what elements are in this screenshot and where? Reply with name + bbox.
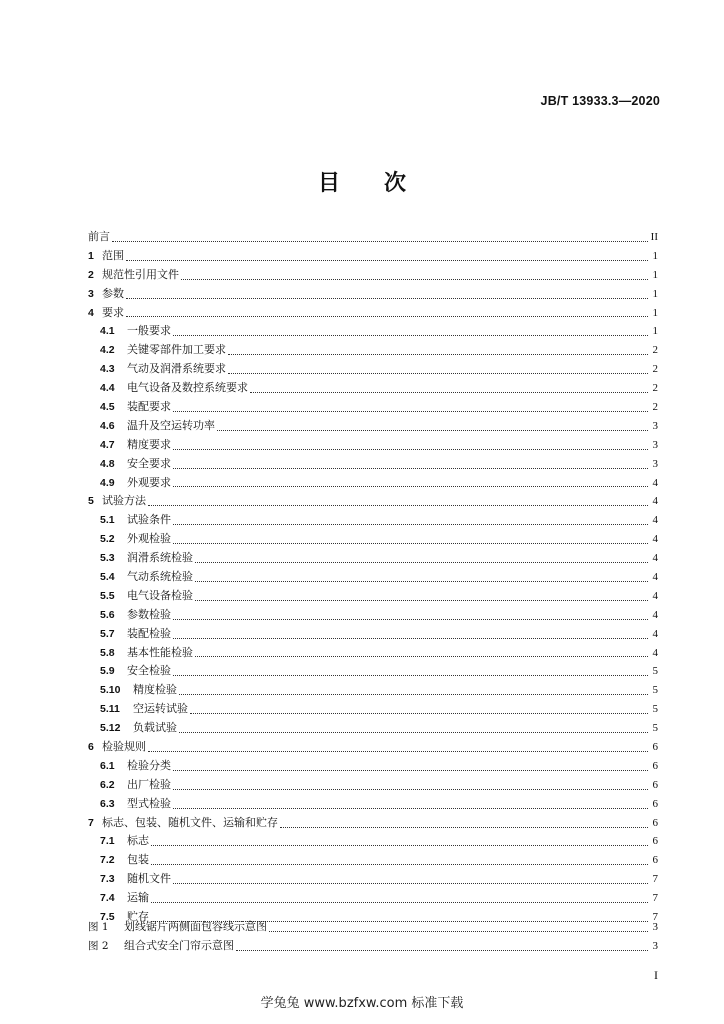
- toc-entry-title: [100, 851, 149, 870]
- toc-entry-page: 6: [652, 759, 658, 772]
- toc-entry-number: 7: [88, 816, 94, 829]
- toc-entry-text: 关键零部件加工要求: [127, 343, 226, 357]
- toc-entry[interactable]: [88, 870, 658, 889]
- toc-entry-text: 参数: [102, 286, 124, 300]
- toc-entry-text: 外观检验: [127, 532, 171, 546]
- toc-entry-page: 4: [652, 646, 658, 659]
- toc-entry[interactable]: [88, 455, 658, 474]
- toc-entry-number: 4.4: [100, 382, 115, 395]
- toc-entry-number: 1: [88, 249, 94, 262]
- toc-entry-title: [100, 568, 193, 587]
- toc-entry-title: [100, 587, 193, 606]
- toc-entry-title: [100, 644, 193, 663]
- leader-dots: [173, 770, 648, 771]
- toc-entry-page: 4: [652, 552, 658, 565]
- toc-entry-title: [100, 700, 188, 719]
- toc-entry-text: 参数检验: [127, 607, 171, 621]
- toc-entry-title: [88, 492, 146, 511]
- toc-entry-page: 6: [652, 778, 658, 791]
- leader-dots: [195, 581, 648, 582]
- leader-dots: [151, 845, 648, 846]
- toc-entry-page: 4: [652, 476, 658, 489]
- toc-entry-text: 精度要求: [127, 437, 171, 451]
- leader-dots: [190, 713, 648, 714]
- toc-entry-number: 5.9: [100, 665, 115, 678]
- toc-entry-text: 划线锯片两侧面包容线示意图: [124, 919, 267, 933]
- toc-entry-number: 7.3: [100, 873, 115, 886]
- toc-entry[interactable]: [88, 474, 658, 493]
- leader-dots: [173, 468, 648, 469]
- toc-entry[interactable]: [88, 266, 658, 285]
- footer-watermark: 学兔兔 www.bzfxw.com 标准下载: [260, 996, 464, 1011]
- toc-entry-text: 温升及空运转功率: [127, 418, 215, 432]
- toc-entry[interactable]: [88, 606, 658, 625]
- toc-entry-text: 装配检验: [127, 626, 171, 640]
- toc-entry-number: 2: [88, 268, 94, 281]
- toc-entry-title: [100, 322, 171, 341]
- toc-entry-number: 7.5: [100, 911, 115, 924]
- leader-dots: [195, 656, 648, 657]
- toc-entry-number: 4.7: [100, 438, 115, 451]
- toc-entry-page: 1: [652, 268, 658, 281]
- toc-entry-title: [100, 625, 171, 644]
- toc-entry[interactable]: [88, 757, 658, 776]
- toc-entry-page: 3: [652, 920, 658, 933]
- toc-entry-number: 6: [88, 741, 94, 754]
- toc-entry-number: 图 1: [88, 920, 109, 933]
- figure-list: [88, 918, 658, 956]
- toc-entry-number: 4.2: [100, 344, 115, 357]
- toc-entry[interactable]: [88, 285, 658, 304]
- toc-entry[interactable]: [88, 492, 658, 511]
- toc-entry-text: 基本性能检验: [127, 645, 193, 659]
- toc-entry-page: 5: [652, 684, 658, 697]
- toc-entry-page: 1: [652, 306, 658, 319]
- toc-entry-title: [100, 606, 171, 625]
- toc-entry-number: 5.8: [100, 646, 115, 659]
- title-char-2: 次: [384, 171, 407, 196]
- toc-entry-title: [100, 341, 226, 360]
- toc-entry[interactable]: [88, 814, 658, 833]
- toc-entry-number: 7.1: [100, 835, 115, 848]
- toc-entry-text: 气动系统检验: [127, 570, 193, 584]
- toc-entry[interactable]: [88, 247, 658, 266]
- toc-entry[interactable]: [88, 587, 658, 606]
- toc-entry-number: 5.12: [100, 722, 121, 735]
- toc-entry-title: [100, 530, 171, 549]
- toc-entry-page: 4: [652, 514, 658, 527]
- leader-dots: [148, 751, 648, 752]
- toc-entry[interactable]: [88, 795, 658, 814]
- toc-entry-page: 4: [652, 571, 658, 584]
- toc-entry-number: 5.5: [100, 589, 115, 602]
- toc-entry[interactable]: [88, 918, 658, 937]
- toc-entry-text: 包装: [127, 853, 149, 867]
- toc-entry-number: 3: [88, 287, 94, 300]
- toc-entry-page: 3: [652, 419, 658, 432]
- toc-entry-page: 3: [652, 438, 658, 451]
- toc-entry-number: 5.2: [100, 533, 115, 546]
- toc-entry[interactable]: [88, 436, 658, 455]
- leader-dots: [173, 619, 648, 620]
- toc-entry-number: 5.7: [100, 627, 115, 640]
- toc-entry-page: 6: [652, 741, 658, 754]
- leader-dots: [280, 827, 648, 828]
- toc-entry[interactable]: [88, 833, 658, 852]
- toc-entry-number: 6.1: [100, 759, 115, 772]
- toc-entry-title: [100, 662, 171, 681]
- toc-entry-page: 4: [652, 608, 658, 621]
- toc-entry[interactable]: [88, 719, 658, 738]
- toc-entry-title: [100, 795, 171, 814]
- toc-entry[interactable]: [88, 700, 658, 719]
- toc-entry-number: 4.3: [100, 363, 115, 376]
- toc-entry-page: 4: [652, 495, 658, 508]
- toc-entry-title: [100, 455, 171, 474]
- toc-entry-title: [100, 360, 226, 379]
- toc-entry-text: 前言: [88, 229, 110, 243]
- leader-dots: [173, 789, 648, 790]
- toc-entry-title: [100, 870, 171, 889]
- toc-entry-page: 5: [652, 665, 658, 678]
- leader-dots: [195, 562, 648, 563]
- toc-entry[interactable]: [88, 681, 658, 700]
- toc-entry-number: 6.3: [100, 797, 115, 810]
- leader-dots: [148, 505, 648, 506]
- toc-entry-number: 5.6: [100, 608, 115, 621]
- toc-entry-page: 7: [652, 892, 658, 905]
- toc-entry[interactable]: [88, 417, 658, 436]
- toc-entry-page: 1: [652, 287, 658, 300]
- toc-entry-page: 3: [652, 457, 658, 470]
- toc-entry-text: 检验规则: [102, 740, 146, 754]
- leader-dots: [250, 392, 648, 393]
- leader-dots: [126, 316, 648, 317]
- page-number: I: [654, 968, 658, 982]
- leader-dots: [236, 950, 648, 951]
- leader-dots: [173, 883, 648, 884]
- toc-entry-page: 4: [652, 589, 658, 602]
- toc-entry-text: 安全要求: [127, 456, 171, 470]
- toc-entry-title: [88, 814, 278, 833]
- toc-entry-text: 要求: [102, 305, 124, 319]
- toc-entry-page: 2: [652, 382, 658, 395]
- toc-entry-text: 型式检验: [127, 796, 171, 810]
- toc-entry-number: 7.4: [100, 892, 115, 905]
- toc-entry-text: 一般要求: [127, 324, 171, 338]
- leader-dots: [151, 902, 648, 903]
- toc-entry[interactable]: [88, 228, 658, 247]
- leader-dots: [181, 279, 648, 280]
- toc-entry-text: 负载试验: [133, 721, 177, 735]
- toc-entry-page: 1: [652, 249, 658, 262]
- toc-entry-number: 5: [88, 495, 94, 508]
- toc-entry-text: 贮存: [127, 910, 149, 924]
- toc-entry-title: [100, 776, 171, 795]
- toc-entry-title: [100, 511, 171, 530]
- toc-entry[interactable]: [88, 644, 658, 663]
- toc-entry-title: [88, 937, 234, 956]
- toc-entry-number: 4.6: [100, 419, 115, 432]
- leader-dots: [217, 430, 648, 431]
- leader-dots: [228, 373, 648, 374]
- toc-entry[interactable]: [88, 568, 658, 587]
- toc-entry[interactable]: [88, 398, 658, 417]
- toc-entry-page: 1: [652, 325, 658, 338]
- leader-dots: [151, 864, 648, 865]
- toc-entry-page: 2: [652, 344, 658, 357]
- leader-dots: [173, 335, 648, 336]
- toc-entry-number: 4.9: [100, 476, 115, 489]
- toc-entry-title: [88, 266, 179, 285]
- leader-dots: [173, 486, 648, 487]
- toc-entry-title: [88, 247, 124, 266]
- leader-dots: [173, 524, 648, 525]
- toc-entry-page: 5: [652, 722, 658, 735]
- toc-entry-page: 3: [652, 939, 658, 952]
- toc-entry-title: [100, 417, 215, 436]
- toc-entry-text: 出厂检验: [127, 777, 171, 791]
- toc-entry[interactable]: [88, 889, 658, 908]
- toc-entry-text: 电气设备及数控系统要求: [127, 381, 248, 395]
- toc-entry-title: [100, 832, 149, 851]
- leader-dots: [179, 694, 648, 695]
- toc-entry-title: [88, 738, 146, 757]
- toc-entry-title: [100, 474, 171, 493]
- leader-dots: [173, 411, 648, 412]
- toc-entry-text: 检验分类: [127, 758, 171, 772]
- toc-entry-text: 精度检验: [133, 683, 177, 697]
- toc-entry[interactable]: [88, 379, 658, 398]
- toc-entry-number: 5.1: [100, 514, 115, 527]
- toc-entry-number: 图 2: [88, 939, 109, 952]
- toc-entry-text: 试验条件: [127, 513, 171, 527]
- toc-entry[interactable]: [88, 322, 658, 341]
- toc-entry-text: 电气设备检验: [127, 588, 193, 602]
- page-title: [0, 166, 724, 197]
- toc-entry-number: 7.2: [100, 854, 115, 867]
- toc-entry-page: 7: [652, 911, 658, 924]
- toc-entry-page: II: [650, 230, 658, 243]
- toc-entry[interactable]: [88, 530, 658, 549]
- toc-entry-number: 5.4: [100, 571, 115, 584]
- toc-entry-number: 5.11: [100, 703, 120, 716]
- toc-entry[interactable]: [88, 937, 658, 956]
- toc-entry-title: [100, 549, 193, 568]
- toc-entry-text: 空运转试验: [133, 702, 188, 716]
- toc-entry-number: 4.5: [100, 401, 115, 413]
- toc-entry-page: 7: [652, 873, 658, 886]
- leader-dots: [195, 600, 648, 601]
- toc-entry-title: [88, 285, 124, 304]
- leader-dots: [173, 449, 648, 450]
- table-of-contents: [88, 228, 658, 927]
- toc-entry-text: 标志、包装、随机文件、运输和贮存: [102, 815, 278, 829]
- leader-dots: [173, 543, 648, 544]
- leader-dots: [228, 354, 648, 355]
- toc-entry-title: [100, 889, 149, 908]
- toc-entry[interactable]: [88, 511, 658, 530]
- toc-entry-text: 外观要求: [127, 475, 171, 489]
- standard-code: JB/T 13933.3—2020: [540, 94, 660, 108]
- toc-entry-text: 装配要求: [127, 400, 171, 413]
- leader-dots: [179, 732, 648, 733]
- toc-entry-title: [100, 719, 177, 738]
- toc-entry-text: 运输: [127, 891, 149, 905]
- leader-dots: [112, 241, 648, 242]
- toc-entry-page: 4: [652, 627, 658, 640]
- toc-entry-text: 随机文件: [127, 872, 171, 886]
- toc-entry[interactable]: [88, 360, 658, 379]
- toc-entry-title: [100, 757, 171, 776]
- leader-dots: [173, 638, 648, 639]
- toc-entry-page: 6: [652, 835, 658, 848]
- toc-entry[interactable]: [88, 662, 658, 681]
- toc-entry-text: 气动及润滑系统要求: [127, 362, 226, 376]
- toc-entry-number: 4: [88, 306, 94, 319]
- toc-entry-text: 润滑系统检验: [127, 551, 193, 565]
- toc-entry-page: 4: [652, 533, 658, 546]
- toc-entry-number: 5.10: [100, 684, 121, 697]
- toc-entry-title: [88, 304, 124, 323]
- toc-entry-page: 6: [652, 854, 658, 867]
- toc-entry-number: 5.3: [100, 552, 115, 565]
- toc-entry-text: 组合式安全门帘示意图: [124, 938, 234, 952]
- toc-entry-page: 5: [652, 703, 658, 716]
- toc-entry-number: 4.8: [100, 457, 115, 470]
- toc-entry[interactable]: [88, 738, 658, 757]
- toc-entry-text: 范围: [102, 248, 124, 262]
- leader-dots: [269, 931, 648, 932]
- title-char-1: 目: [317, 171, 340, 196]
- toc-entry[interactable]: [88, 549, 658, 568]
- toc-entry-title: [88, 228, 110, 247]
- toc-entry-page: 2: [652, 401, 658, 413]
- toc-entry-title: [88, 918, 267, 937]
- toc-entry-page: 6: [652, 816, 658, 829]
- toc-entry-text: 规范性引用文件: [102, 267, 179, 281]
- toc-entry-number: 4.1: [100, 325, 115, 338]
- toc-entry[interactable]: [88, 304, 658, 323]
- toc-entry-text: 试验方法: [102, 494, 146, 508]
- toc-entry-title: [100, 436, 171, 455]
- toc-entry-text: 安全检验: [127, 664, 171, 678]
- leader-dots: [173, 675, 648, 676]
- leader-dots: [126, 260, 648, 261]
- toc-entry[interactable]: [88, 776, 658, 795]
- leader-dots: [126, 298, 648, 299]
- leader-dots: [173, 808, 648, 809]
- toc-entry-text: 标志: [127, 834, 149, 848]
- toc-entry-page: 6: [652, 797, 658, 810]
- toc-entry-page: 2: [652, 363, 658, 376]
- toc-entry[interactable]: [88, 851, 658, 870]
- toc-entry-title: [100, 379, 248, 398]
- toc-entry-title: [100, 398, 171, 417]
- toc-entry-title: [100, 681, 177, 700]
- toc-entry-number: 6.2: [100, 778, 115, 791]
- toc-entry[interactable]: [88, 625, 658, 644]
- toc-entry[interactable]: [88, 341, 658, 360]
